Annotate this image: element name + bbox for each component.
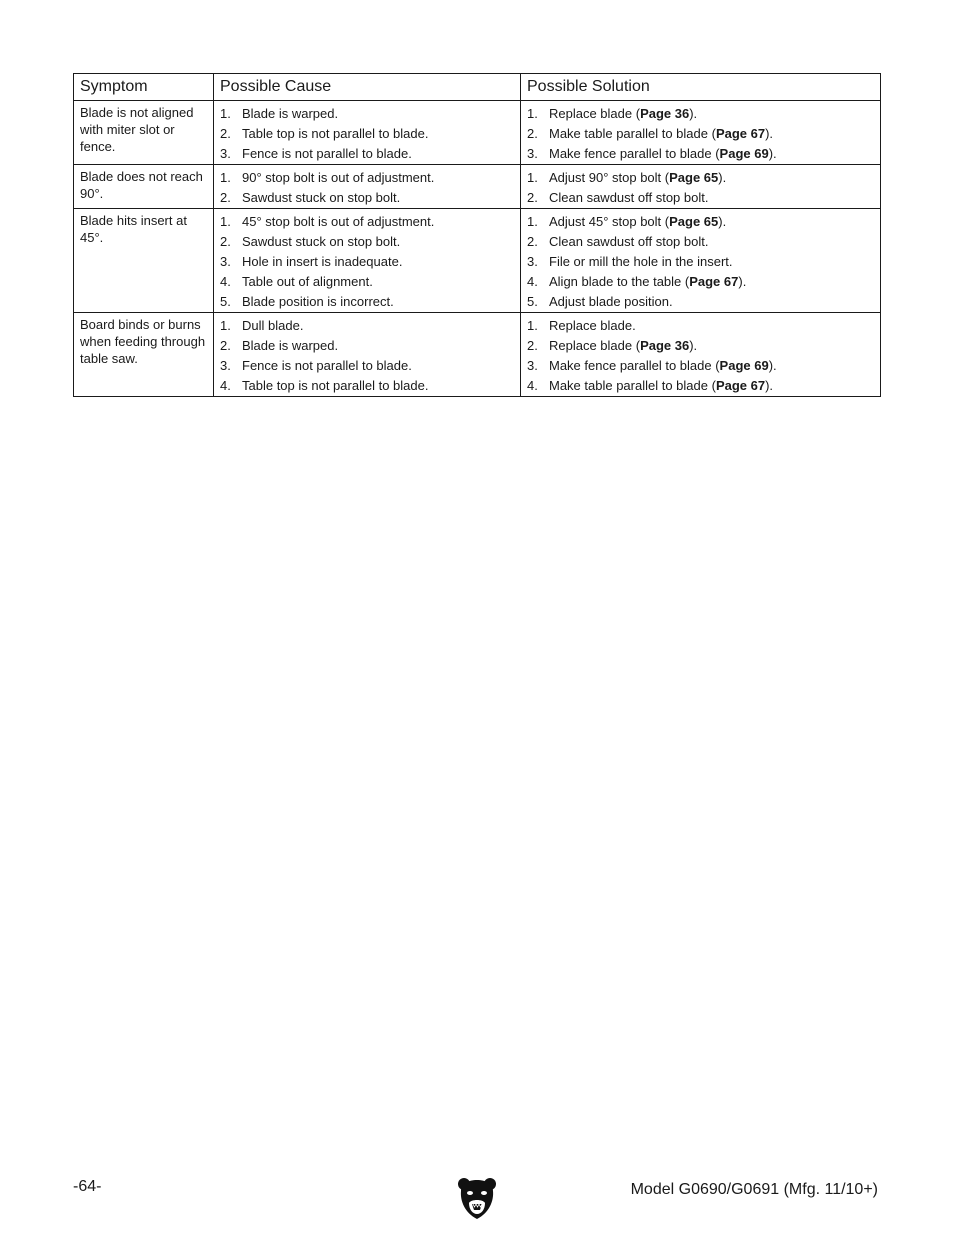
solution-text-end: ).: [689, 338, 698, 353]
item-number: 3.: [220, 254, 231, 269]
list-item: [527, 104, 874, 124]
cause-text: Table out of alignment.: [242, 274, 373, 289]
solution-text-main: Make fence parallel to blade (: [549, 146, 720, 161]
cause-text: Dull blade.: [242, 318, 304, 333]
troubleshooting-table: [73, 73, 881, 397]
cause-list: [220, 316, 514, 396]
header-possible-solution: Possible Solution: [521, 74, 881, 101]
page-reference: Page 67: [715, 126, 766, 141]
solution-text: [549, 104, 697, 124]
list-item: [527, 272, 874, 292]
item-number: 3.: [527, 358, 538, 373]
solution-text: [549, 376, 773, 396]
solution-text: [549, 272, 746, 292]
list-item: [527, 168, 874, 188]
solution-text-main: Make table parallel to blade (: [549, 378, 716, 393]
solution-text-main: Make fence parallel to blade (: [549, 358, 720, 373]
solution-text-main: Replace blade (: [549, 338, 641, 353]
page-number: -64-: [73, 1178, 102, 1195]
header-symptom: Symptom: [74, 74, 214, 101]
item-number: 2.: [527, 126, 538, 141]
list-item: [527, 336, 874, 356]
solution-text-end: ).: [765, 126, 774, 141]
table-body: [74, 101, 881, 397]
solution-cell: [521, 313, 881, 397]
solution-text: [549, 356, 777, 376]
item-number: 2.: [220, 234, 231, 249]
list-item: [220, 292, 514, 312]
page-reference: Page 69: [719, 146, 769, 161]
item-number: 2.: [220, 338, 231, 353]
cause-list: [220, 104, 514, 164]
page-reference: Page 67: [689, 274, 739, 289]
list-item: [527, 316, 874, 336]
page-reference: Page 69: [719, 358, 769, 373]
item-number: 2.: [527, 234, 538, 249]
list-item: [220, 272, 514, 292]
solution-text-main: Adjust blade position.: [549, 294, 673, 309]
list-item: [527, 144, 874, 164]
cause-text: Hole in insert is inadequate.: [242, 254, 403, 269]
solution-text: [549, 124, 773, 144]
solution-text-end: ).: [718, 170, 727, 185]
cause-text: Blade is warped.: [242, 106, 339, 121]
page-reference: Page 65: [669, 214, 719, 229]
solution-text-main: Adjust 45° stop bolt (: [549, 214, 670, 229]
solution-text-main: Replace blade.: [549, 318, 636, 333]
solution-text: [549, 212, 726, 232]
list-item: [220, 144, 514, 164]
cause-cell: [214, 165, 521, 209]
cause-list: [220, 168, 514, 208]
header-row: [74, 74, 881, 101]
cause-text: 90° stop bolt is out of adjustment.: [242, 170, 435, 185]
item-number: 4.: [220, 274, 231, 289]
bear-head-icon: [457, 1177, 497, 1221]
item-number: 4.: [220, 378, 231, 393]
solution-text-main: Make table parallel to blade (: [549, 126, 716, 141]
cause-cell: [214, 313, 521, 397]
solution-text: [549, 188, 708, 208]
list-item: [220, 356, 514, 376]
symptom-cell: Blade hits insert at 45°.: [74, 209, 214, 313]
item-number: 2.: [527, 190, 538, 205]
solution-text: [549, 232, 708, 252]
item-number: 3.: [527, 254, 538, 269]
cause-text: Blade is warped.: [242, 338, 339, 353]
solution-cell: [521, 101, 881, 165]
cause-cell: [214, 209, 521, 313]
item-number: 1.: [527, 106, 538, 121]
list-item: [220, 104, 514, 124]
list-item: [527, 188, 874, 208]
list-item: [220, 168, 514, 188]
cause-cell: [214, 101, 521, 165]
solution-list: [527, 212, 874, 312]
list-item: [220, 212, 514, 232]
solution-list: [527, 168, 874, 208]
header-possible-cause: Possible Cause: [214, 74, 521, 101]
solution-text-end: ).: [768, 146, 777, 161]
item-number: 2.: [220, 190, 231, 205]
solution-text-main: Adjust 90° stop bolt (: [549, 170, 670, 185]
symptom-cell: Blade is not aligned with miter slot or fence.: [74, 101, 214, 165]
item-number: 1.: [527, 214, 538, 229]
solution-text-end: ).: [768, 358, 777, 373]
solution-text-main: Clean sawdust off stop bolt.: [549, 190, 709, 205]
solution-text: [549, 292, 673, 312]
solution-text-end: ).: [765, 378, 774, 393]
list-item: [527, 212, 874, 232]
list-item: [527, 252, 874, 272]
cause-list: [220, 212, 514, 312]
solution-text: [549, 252, 733, 272]
solution-text: [549, 316, 636, 336]
cause-text: Blade position is incorrect.: [242, 294, 394, 309]
list-item: [220, 316, 514, 336]
solution-text-main: Clean sawdust off stop bolt.: [549, 234, 709, 249]
list-item: [220, 124, 514, 144]
table-row: [74, 209, 881, 313]
list-item: [220, 232, 514, 252]
list-item: [220, 336, 514, 356]
item-number: 1.: [220, 170, 231, 185]
solution-text: [549, 336, 697, 356]
solution-text-main: Replace blade (: [549, 106, 641, 121]
item-number: 1.: [220, 106, 231, 121]
page-reference: Page 67: [715, 378, 766, 393]
solution-cell: [521, 209, 881, 313]
list-item: [527, 124, 874, 144]
item-number: 3.: [220, 358, 231, 373]
table-row: [74, 313, 881, 397]
solution-text-end: ).: [689, 106, 698, 121]
item-number: 1.: [220, 318, 231, 333]
item-number: 2.: [527, 338, 538, 353]
solution-text: [549, 144, 777, 164]
cause-text: 45° stop bolt is out of adjustment.: [242, 214, 435, 229]
table-row: [74, 101, 881, 165]
page-reference: Page 36: [640, 106, 690, 121]
solution-text-end: ).: [738, 274, 747, 289]
list-item: [527, 232, 874, 252]
item-number: 5.: [527, 294, 538, 309]
list-item: [220, 188, 514, 208]
item-number: 1.: [527, 318, 538, 333]
cause-text: Sawdust stuck on stop bolt.: [242, 234, 401, 249]
item-number: 3.: [220, 146, 231, 161]
list-item: [220, 376, 514, 396]
list-item: [527, 292, 874, 312]
item-number: 5.: [220, 294, 231, 309]
solution-list: [527, 104, 874, 164]
cause-text: Fence is not parallel to blade.: [242, 146, 412, 161]
list-item: [527, 376, 874, 396]
cause-text: Sawdust stuck on stop bolt.: [242, 190, 401, 205]
item-number: 2.: [220, 126, 231, 141]
item-number: 4.: [527, 274, 538, 289]
item-number: 3.: [527, 146, 538, 161]
page-reference: Page 36: [640, 338, 690, 353]
list-item: [527, 356, 874, 376]
cause-text: Table top is not parallel to blade.: [242, 126, 429, 141]
table-row: [74, 165, 881, 209]
item-number: 4.: [527, 378, 538, 393]
page-reference: Page 65: [669, 170, 719, 185]
solution-text-end: ).: [718, 214, 727, 229]
solution-text: [549, 168, 726, 188]
cause-text: Fence is not parallel to blade.: [242, 358, 412, 373]
item-number: 1.: [527, 170, 538, 185]
solution-text-main: File or mill the hole in the insert.: [549, 254, 733, 269]
model-label: Model G0690/G0691 (Mfg. 11/10+): [630, 1181, 878, 1198]
solution-text-main: Align blade to the table (: [549, 274, 690, 289]
solution-cell: [521, 165, 881, 209]
symptom-cell: Blade does not reach 90°.: [74, 165, 214, 209]
solution-list: [527, 316, 874, 396]
symptom-cell: Board binds or burns when feeding through table saw.: [74, 313, 214, 397]
list-item: [220, 252, 514, 272]
item-number: 1.: [220, 214, 231, 229]
cause-text: Table top is not parallel to blade.: [242, 378, 429, 393]
